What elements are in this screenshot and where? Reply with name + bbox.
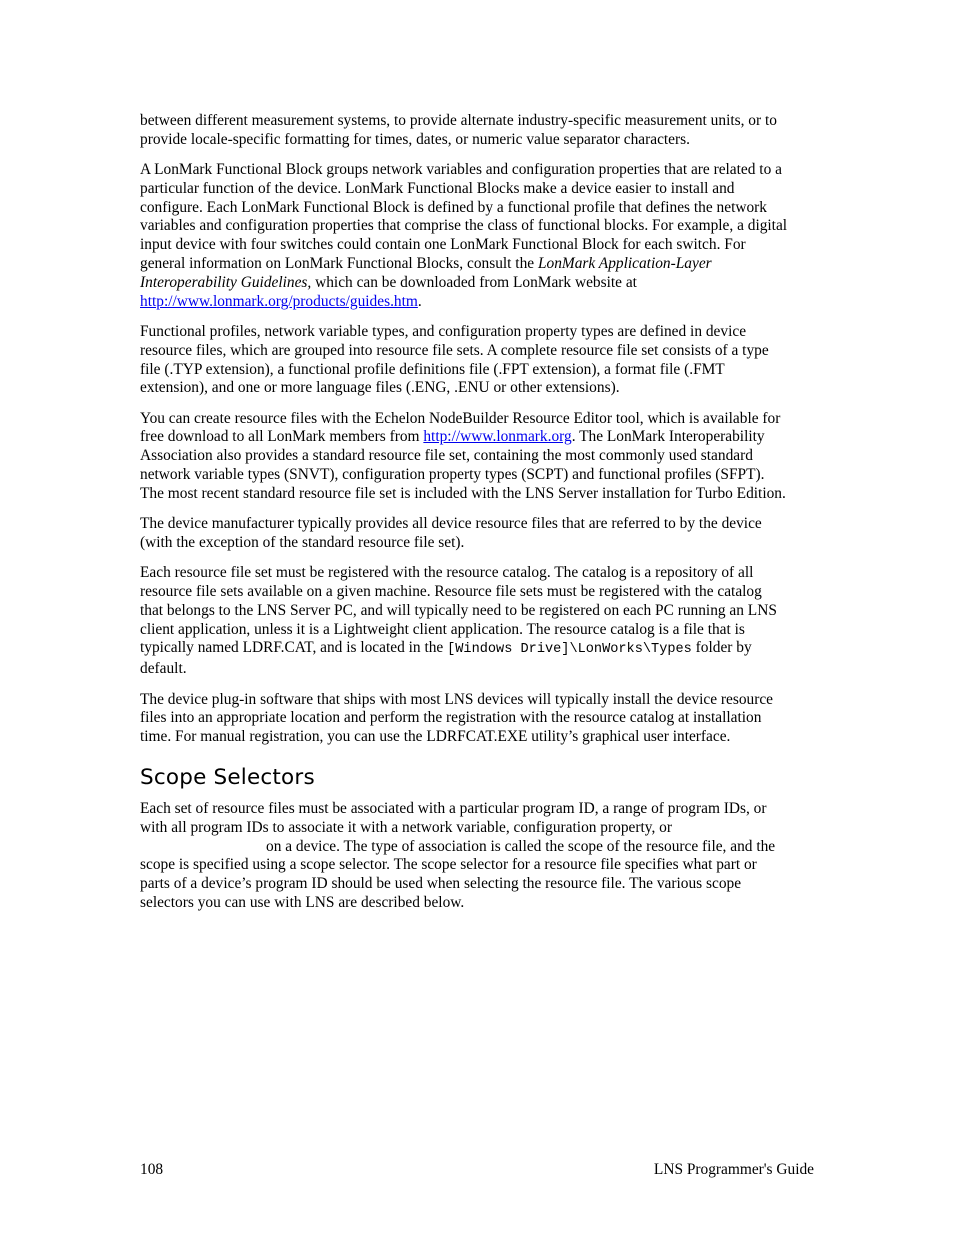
paragraph-plugin-software: The device plug-in software that ships with most LNS devices will typically install the device resource files into an appropriate location and perform the registration with the resource catalog at installation time. For manual registration, you can use the LDRFCAT.EXE utility’s graphical user interface. <box>140 690 773 746</box>
paragraph-text: . <box>417 292 422 310</box>
paragraph-scope <box>140 800 788 913</box>
paragraph-text: folder by default. <box>140 639 752 678</box>
paragraph-text: You can create resource files with the Echelon NodeBuilder Resource Editor tool, which is available for free download to all LonMark members from <box>140 409 781 446</box>
paragraph-resource-editor <box>140 410 788 504</box>
paragraph-measurement-systems: between different measurement systems, to provide alternate industry-specific measurement units, or to provide locale-specific formatting for times, dates, or numeric value separator characters. <box>140 112 777 148</box>
paragraph-functional-block <box>140 161 788 311</box>
paragraph-text: . The LonMark Interoperability Association also provides a standard resource file set, containing the most commonly used standard network variable types (SNVT), configuration property types (SCPT) and functional profiles (SFPT). The most recent standard resource file set is included with the LNS Server installation for Turbo Edition. <box>140 428 786 502</box>
catalog-path: [Windows Drive]\LonWorks\Types <box>447 642 692 658</box>
paragraph-text: Each resource file set must be registered with the resource catalog. The catalog is a repository of all resource file sets available on a given machine. Resource file sets must be registered with the catalog that belongs to the LNS Server PC, and will typically need to be registered on each PC running an LNS client application, unless it is a Lightweight client application. The resource catalog is a file that is typically named LDRF.CAT, and is located in the <box>140 564 777 657</box>
document-title: LNS Programmer's Guide <box>653 1161 814 1178</box>
page-body <box>140 112 788 924</box>
paragraph-text: which can be downloaded from LonMark website at <box>311 273 637 291</box>
page-number: 108 <box>140 1161 164 1178</box>
paragraph-text: Each set of resource files must be associated with a particular program ID, a range of program IDs, or with all program IDs to associate it with a network variable, configuration property, or <box>140 799 767 836</box>
paragraph-text: A LonMark Functional Block groups network variables and configuration properties that are related to a particular function of the device. LonMark Functional Blocks make a device easier to install and configure. Each LonMark Functional Block is defined by a functional profile that defines the network variables and configuration properties that comprise the class of functional blocks. For example, a digital input device with four switches could contain one LonMark Functional Block for each switch. For general information on LonMark Functional Blocks, consult the <box>140 161 788 273</box>
lonmark-guides-link[interactable]: http://www.lonmark.org/products/guides.htm <box>140 292 418 310</box>
paragraph-resource-files: Functional profiles, network variable types, and configuration property types are defined in device resource files, which are grouped into resource file sets. A complete resource file set consists of a type file (.TYP extension), a functional profile definitions file (.FPT extension), a format file (.FMT extension), and one or more language files (.ENG, .ENU or other extensions). <box>140 322 769 397</box>
paragraph-resource-catalog <box>140 564 788 679</box>
lonmark-link[interactable]: http://www.lonmark.org <box>423 428 572 446</box>
guidelines-title: LonMark Application-Layer Interoperability Guidelines, <box>140 255 712 291</box>
section-heading: Scope Selectors <box>140 764 315 790</box>
paragraph-text: on a device. The type of association is called the scope of the resource file, and the scope is specified using a scope selector. The scope selector for a resource file specifies what part or parts of a device’s program ID should be used when selecting the resource file. The various scope selectors you can use with LNS are described below. <box>140 837 776 911</box>
paragraph-device-manufacturer: The device manufacturer typically provides all device resource files that are referred to by the device (with the exception of the standard resource file set). <box>140 515 762 551</box>
